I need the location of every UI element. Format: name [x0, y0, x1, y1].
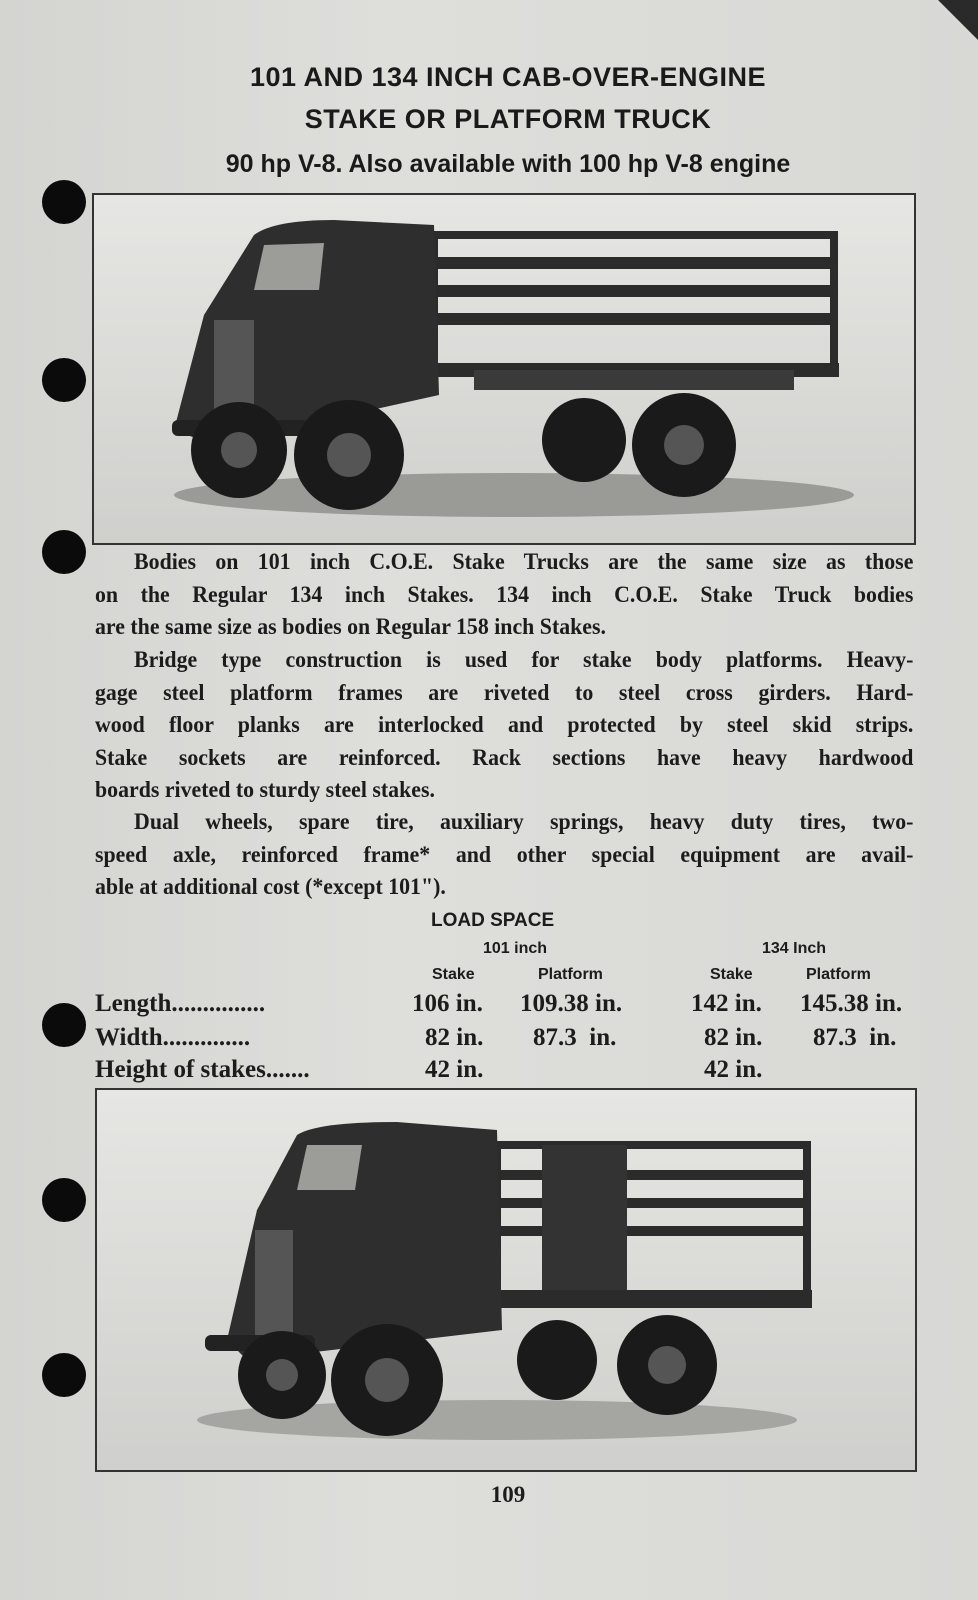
subheader-stake-101: Stake	[432, 966, 475, 983]
subheader-stake-134: Stake	[710, 966, 753, 983]
binder-hole	[42, 530, 86, 574]
subheader-platform-101: Platform	[538, 966, 603, 983]
paragraph-construction	[95, 644, 914, 807]
text-line: speed axle, reinforced frame* and other special equipment are avail-	[95, 841, 914, 868]
text-line: Dual wheels, spare tire, auxiliary springs, heavy duty tires, two-	[134, 809, 914, 835]
leader-dots: .......	[265, 1056, 310, 1083]
cell: 87.3 in.	[813, 1024, 897, 1051]
text-line: on the Regular 134 inch Stakes. 134 inch C.O.E. Stake Truck bodies	[95, 581, 914, 608]
leader-dots: ..............	[162, 1024, 251, 1051]
binder-hole	[42, 180, 86, 224]
row-label: Height of stakes	[95, 1056, 266, 1083]
cell: 42 in.	[425, 1056, 484, 1083]
cell: 82 in.	[425, 1024, 484, 1051]
text-line: boards riveted to sturdy steel stakes.	[95, 777, 435, 803]
cell: 82 in.	[704, 1024, 763, 1051]
cell: 42 in.	[704, 1056, 763, 1083]
text-line: gage steel platform frames are riveted to steel cross girders. Hard-	[95, 679, 914, 706]
page-corner	[938, 0, 978, 40]
binder-hole	[42, 1003, 86, 1047]
page-number: 109	[490, 1482, 526, 1507]
group-header-134: 134 Inch	[762, 940, 827, 957]
text-line: wood floor planks are interlocked and protected by steel skid strips.	[95, 712, 914, 738]
paragraph-body-size	[95, 546, 914, 644]
binder-hole	[42, 358, 86, 402]
load-space-title: LOAD SPACE	[431, 910, 555, 931]
text-line: Stake sockets are reinforced. Rack sections have heavy hardwood	[95, 744, 914, 771]
truck-photo-side	[92, 193, 916, 545]
subtitle: 90 hp V-8. Also available with 100 hp V-8 engine	[225, 150, 791, 178]
subheader-platform-134: Platform	[806, 966, 871, 983]
cell: 87.3 in.	[533, 1024, 617, 1051]
title-line-2: STAKE OR PLATFORM TRUCK	[304, 104, 712, 134]
cell: 142 in.	[691, 990, 762, 1017]
text-line: Bridge type construction is used for stake body platforms. Heavy-	[134, 647, 914, 673]
truck-photo-front	[95, 1088, 917, 1472]
text-line: Bodies on 101 inch C.O.E. Stake Trucks are the same size as those	[134, 549, 914, 575]
binder-hole	[42, 1353, 86, 1397]
cell: 106 in.	[412, 990, 483, 1017]
group-header-101: 101 inch	[483, 940, 548, 957]
paragraph-equipment	[95, 806, 914, 904]
cell: 145.38 in.	[800, 990, 903, 1017]
row-label: Length	[95, 990, 172, 1017]
text-line: are the same size as bodies on Regular 158 inch Stakes.	[95, 614, 606, 640]
text-line: able at additional cost (*except 101").	[95, 874, 446, 900]
binder-hole	[42, 1178, 86, 1222]
leader-dots: ...............	[171, 990, 266, 1017]
title-line-1: 101 AND 134 INCH CAB-OVER-ENGINE	[249, 62, 767, 92]
cell: 109.38 in.	[520, 990, 623, 1017]
row-label: Width	[95, 1024, 163, 1051]
